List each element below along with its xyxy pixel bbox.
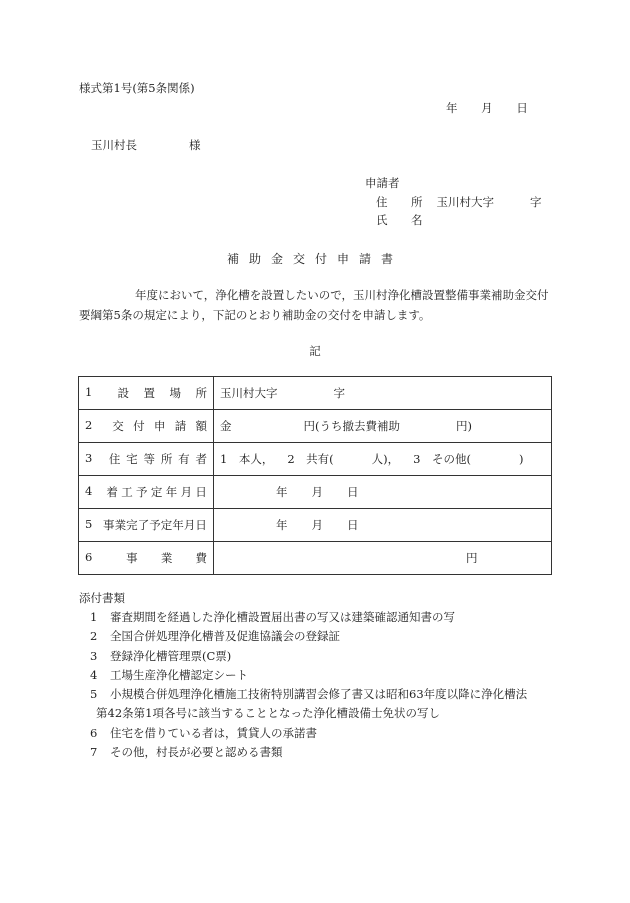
label-char: 了 [137, 518, 150, 532]
value-part: 日 [347, 485, 359, 499]
label-char: 業 [160, 551, 173, 565]
value-part: ) [518, 452, 524, 466]
label-char: 場 [169, 386, 181, 400]
value-part: 字 [333, 386, 345, 400]
row-label [79, 377, 214, 410]
attachment-text: 工場生産浄化槽認定シート [110, 667, 248, 682]
attachment-item [90, 627, 560, 646]
value-part: 年 [276, 485, 288, 499]
label-char: 請 [174, 419, 187, 433]
value-part: 日 [347, 518, 359, 532]
row-label [79, 509, 214, 542]
attachment-number: 6 [90, 725, 98, 740]
applicant-name-label: 氏 名 [376, 213, 429, 227]
value-part: 玉川村大字 [220, 386, 278, 400]
address-suffix: 字 [530, 195, 542, 209]
date-year: 年 [446, 101, 458, 115]
label-char: 日 [195, 485, 207, 499]
addressee-name: 玉川村長 [91, 138, 137, 152]
label-char: 費 [195, 551, 207, 565]
row-number: 4 [85, 484, 93, 498]
attachments-list [90, 608, 560, 762]
value-part: 1 本人， [220, 452, 274, 466]
label-char: 月 [180, 485, 193, 499]
label-char: 等 [143, 452, 155, 466]
value-part: 年 [276, 518, 288, 532]
label-char: 工 [121, 485, 133, 499]
table-row [79, 443, 552, 476]
table-row [79, 377, 552, 410]
value-part: 月 [311, 485, 323, 499]
row-value [214, 542, 552, 575]
value-part: 円(うち撤去費補助 [303, 419, 400, 433]
address-value: 玉川村大字 [436, 195, 494, 209]
value-part: 人)， [371, 452, 400, 466]
value-part: 円 [466, 551, 478, 565]
attachment-item [90, 666, 560, 685]
address-label: 住 所 [376, 195, 429, 209]
attachment-text: 住宅を借りている者は，賃貸人の承諾書 [110, 725, 317, 740]
label-char: 業 [114, 518, 127, 532]
attachment-number: 3 [90, 648, 98, 663]
application-table [78, 376, 552, 575]
attachment-number: 2 [90, 629, 98, 644]
label-char: 定 [150, 485, 163, 499]
label-char: 定 [160, 518, 173, 532]
body-text: 年度において，浄化槽を設置したいので，玉川村浄化槽設置整備事業補助金交付要綱第5条の規定により，下記のとおり補助金の交付を申請します。 [79, 288, 549, 322]
table-row [79, 476, 552, 509]
row-value [214, 410, 552, 443]
ki-heading: 記 [309, 344, 321, 358]
attachment-text: その他，村長が必要と認める書類 [110, 745, 283, 760]
label-char: 額 [195, 419, 207, 433]
label-char: 年 [172, 518, 184, 532]
label-char: 申 [153, 419, 166, 433]
label-char: 着 [106, 485, 118, 499]
label-char: 月 [183, 518, 196, 532]
document-title: 補助金交付申請書 [226, 252, 403, 266]
attachment-number: 4 [90, 667, 98, 682]
attachment-continuation: 第42条第1項各号に該当することとなった浄化槽設備士免状の写し [96, 706, 440, 721]
label-char: 有 [178, 452, 190, 466]
attachment-item [90, 685, 560, 704]
date-month: 月 [481, 101, 493, 115]
form-number: 様式第1号(第5条関係) [79, 81, 195, 95]
label-char: 完 [126, 518, 138, 532]
value-part: 月 [311, 518, 323, 532]
attachment-item [90, 647, 560, 666]
label-char: 設 [117, 386, 129, 400]
attachment-number: 1 [90, 610, 98, 624]
applicant-address [376, 194, 542, 210]
attachment-number: 5 [90, 687, 98, 702]
table-row [79, 542, 552, 575]
label-char: 所 [195, 386, 207, 400]
row-value [214, 509, 552, 542]
attachment-item [90, 608, 560, 627]
row-number: 6 [85, 550, 93, 564]
attachment-text: 小規模合併処理浄化槽施工技術特別講習会修了書又は昭和63年度以降に浄化槽法 [110, 687, 528, 702]
label-char: 所 [160, 452, 173, 466]
attachments-heading: 添付書類 [79, 591, 125, 605]
label-char: 事 [126, 551, 138, 565]
row-label [79, 410, 214, 443]
attachment-text: 登録浄化槽管理票(C票) [110, 648, 232, 663]
addressee-honorific: 様 [189, 138, 201, 152]
addressee [91, 137, 201, 153]
row-label [79, 443, 214, 476]
table-row [79, 410, 552, 443]
row-value [214, 377, 552, 410]
label-char: 予 [136, 485, 148, 499]
table-row [79, 509, 552, 542]
date-day: 日 [516, 101, 528, 115]
row-value [214, 476, 552, 509]
attachment-item [90, 724, 560, 743]
applicant-heading: 申請者 [365, 176, 400, 190]
label-char: 日 [195, 518, 207, 532]
label-char: 年 [165, 485, 178, 499]
label-char: 住 [108, 452, 121, 466]
attachment-text: 審査期間を経過した浄化槽設置届出書の写又は建築確認通知書の写 [110, 610, 455, 624]
label-char: 宅 [126, 452, 138, 466]
row-number: 5 [85, 517, 93, 531]
label-char: 交 [112, 419, 124, 433]
label-char: 置 [143, 386, 155, 400]
label-char: 事 [103, 518, 115, 532]
label-char: 付 [133, 419, 145, 433]
value-part: 3 その他( [413, 452, 471, 466]
row-number: 3 [85, 451, 93, 465]
attachment-text: 全国合併処理浄化槽普及促進協議会の登録証 [110, 629, 340, 644]
value-part: 金 [220, 419, 232, 433]
row-number: 2 [85, 418, 93, 432]
attachment-number: 7 [90, 745, 98, 760]
label-char: 者 [195, 452, 207, 466]
row-number: 1 [85, 385, 93, 399]
row-value [214, 443, 552, 476]
value-part: 円) [456, 419, 472, 433]
label-char: 予 [149, 518, 161, 532]
attachment-item [90, 743, 560, 762]
value-part: 2 共有( [287, 452, 334, 466]
date-line [446, 100, 528, 116]
row-label [79, 542, 214, 575]
row-label [79, 476, 214, 509]
